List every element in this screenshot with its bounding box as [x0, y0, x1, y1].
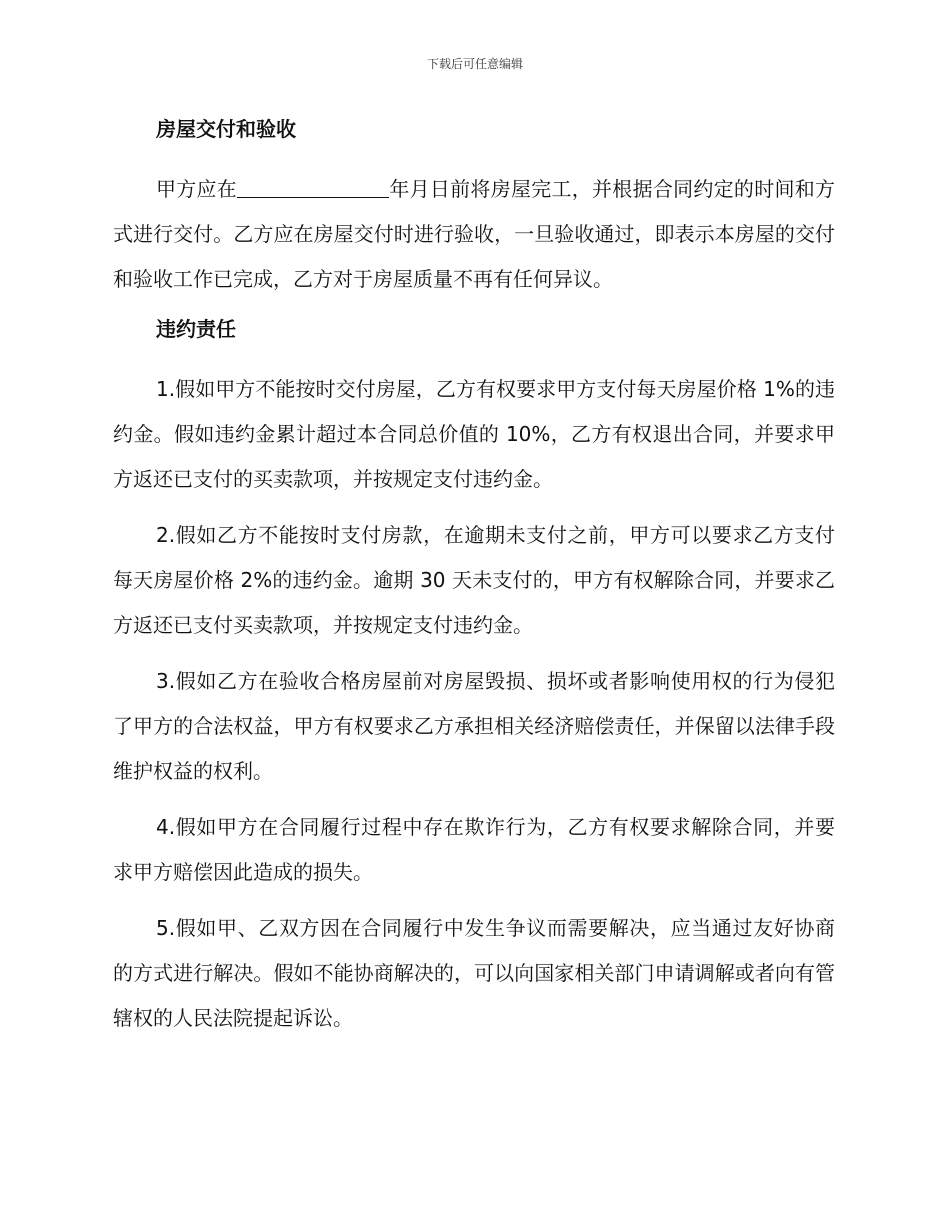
section-heading-delivery: 房屋交付和验收 [156, 117, 296, 141]
delivery-paragraph [113, 167, 835, 302]
breach-item-3: 3.假如乙方在验收合格房屋前对房屋毁损、损坏或者影响使用权的行为侵犯了甲方的合法权益，甲方有权要求乙方承担相关经济赔偿责任，并保留以法律手段维护权益的权利。 [113, 669, 835, 783]
delivery-para-prefix: 甲方应在 [156, 177, 238, 201]
document-body [113, 113, 835, 1052]
section-heading-breach: 违约责任 [156, 317, 236, 341]
date-blank-line [237, 177, 389, 198]
breach-item-5: 5.假如甲、乙双方因在合同履行中发生争议而需要解决，应当通过友好协商的方式进行解决。假如不能协商解决的，可以向国家相关部门申请调解或者向有管辖权的人民法院提起诉讼。 [113, 916, 835, 1030]
delivery-para-suffix: 年月日前将房屋完工，并根据合同约定的时间和方式进行交付。乙方应在房屋交付时进行验收，一旦验收通过，即表示本房屋的交付和验收工作已完成，乙方对于房屋质量不再有任何异议。 [113, 177, 836, 291]
breach-item-2: 2.假如乙方不能按时支付房款，在逾期未支付之前，甲方可以要求乙方支付每天房屋价格 2%的违约金。逾期 30 天未支付的，甲方有权解除合同，并要求乙方返还已支付买卖款项，并按规定支付违约金。 [113, 523, 835, 637]
breach-item-4: 4.假如甲方在合同履行过程中存在欺诈行为，乙方有权要求解除合同，并要求甲方赔偿因此造成的损失。 [113, 815, 835, 884]
header-note: 下载后可任意编辑 [426, 57, 523, 71]
breach-item-1: 1.假如甲方不能按时交付房屋，乙方有权要求甲方支付每天房屋价格 1%的违约金。假如违约金累计超过本合同总价值的 10%，乙方有权退出合同，并要求甲方返还已支付的买卖款项，并按规定支付违约金。 [113, 377, 835, 491]
